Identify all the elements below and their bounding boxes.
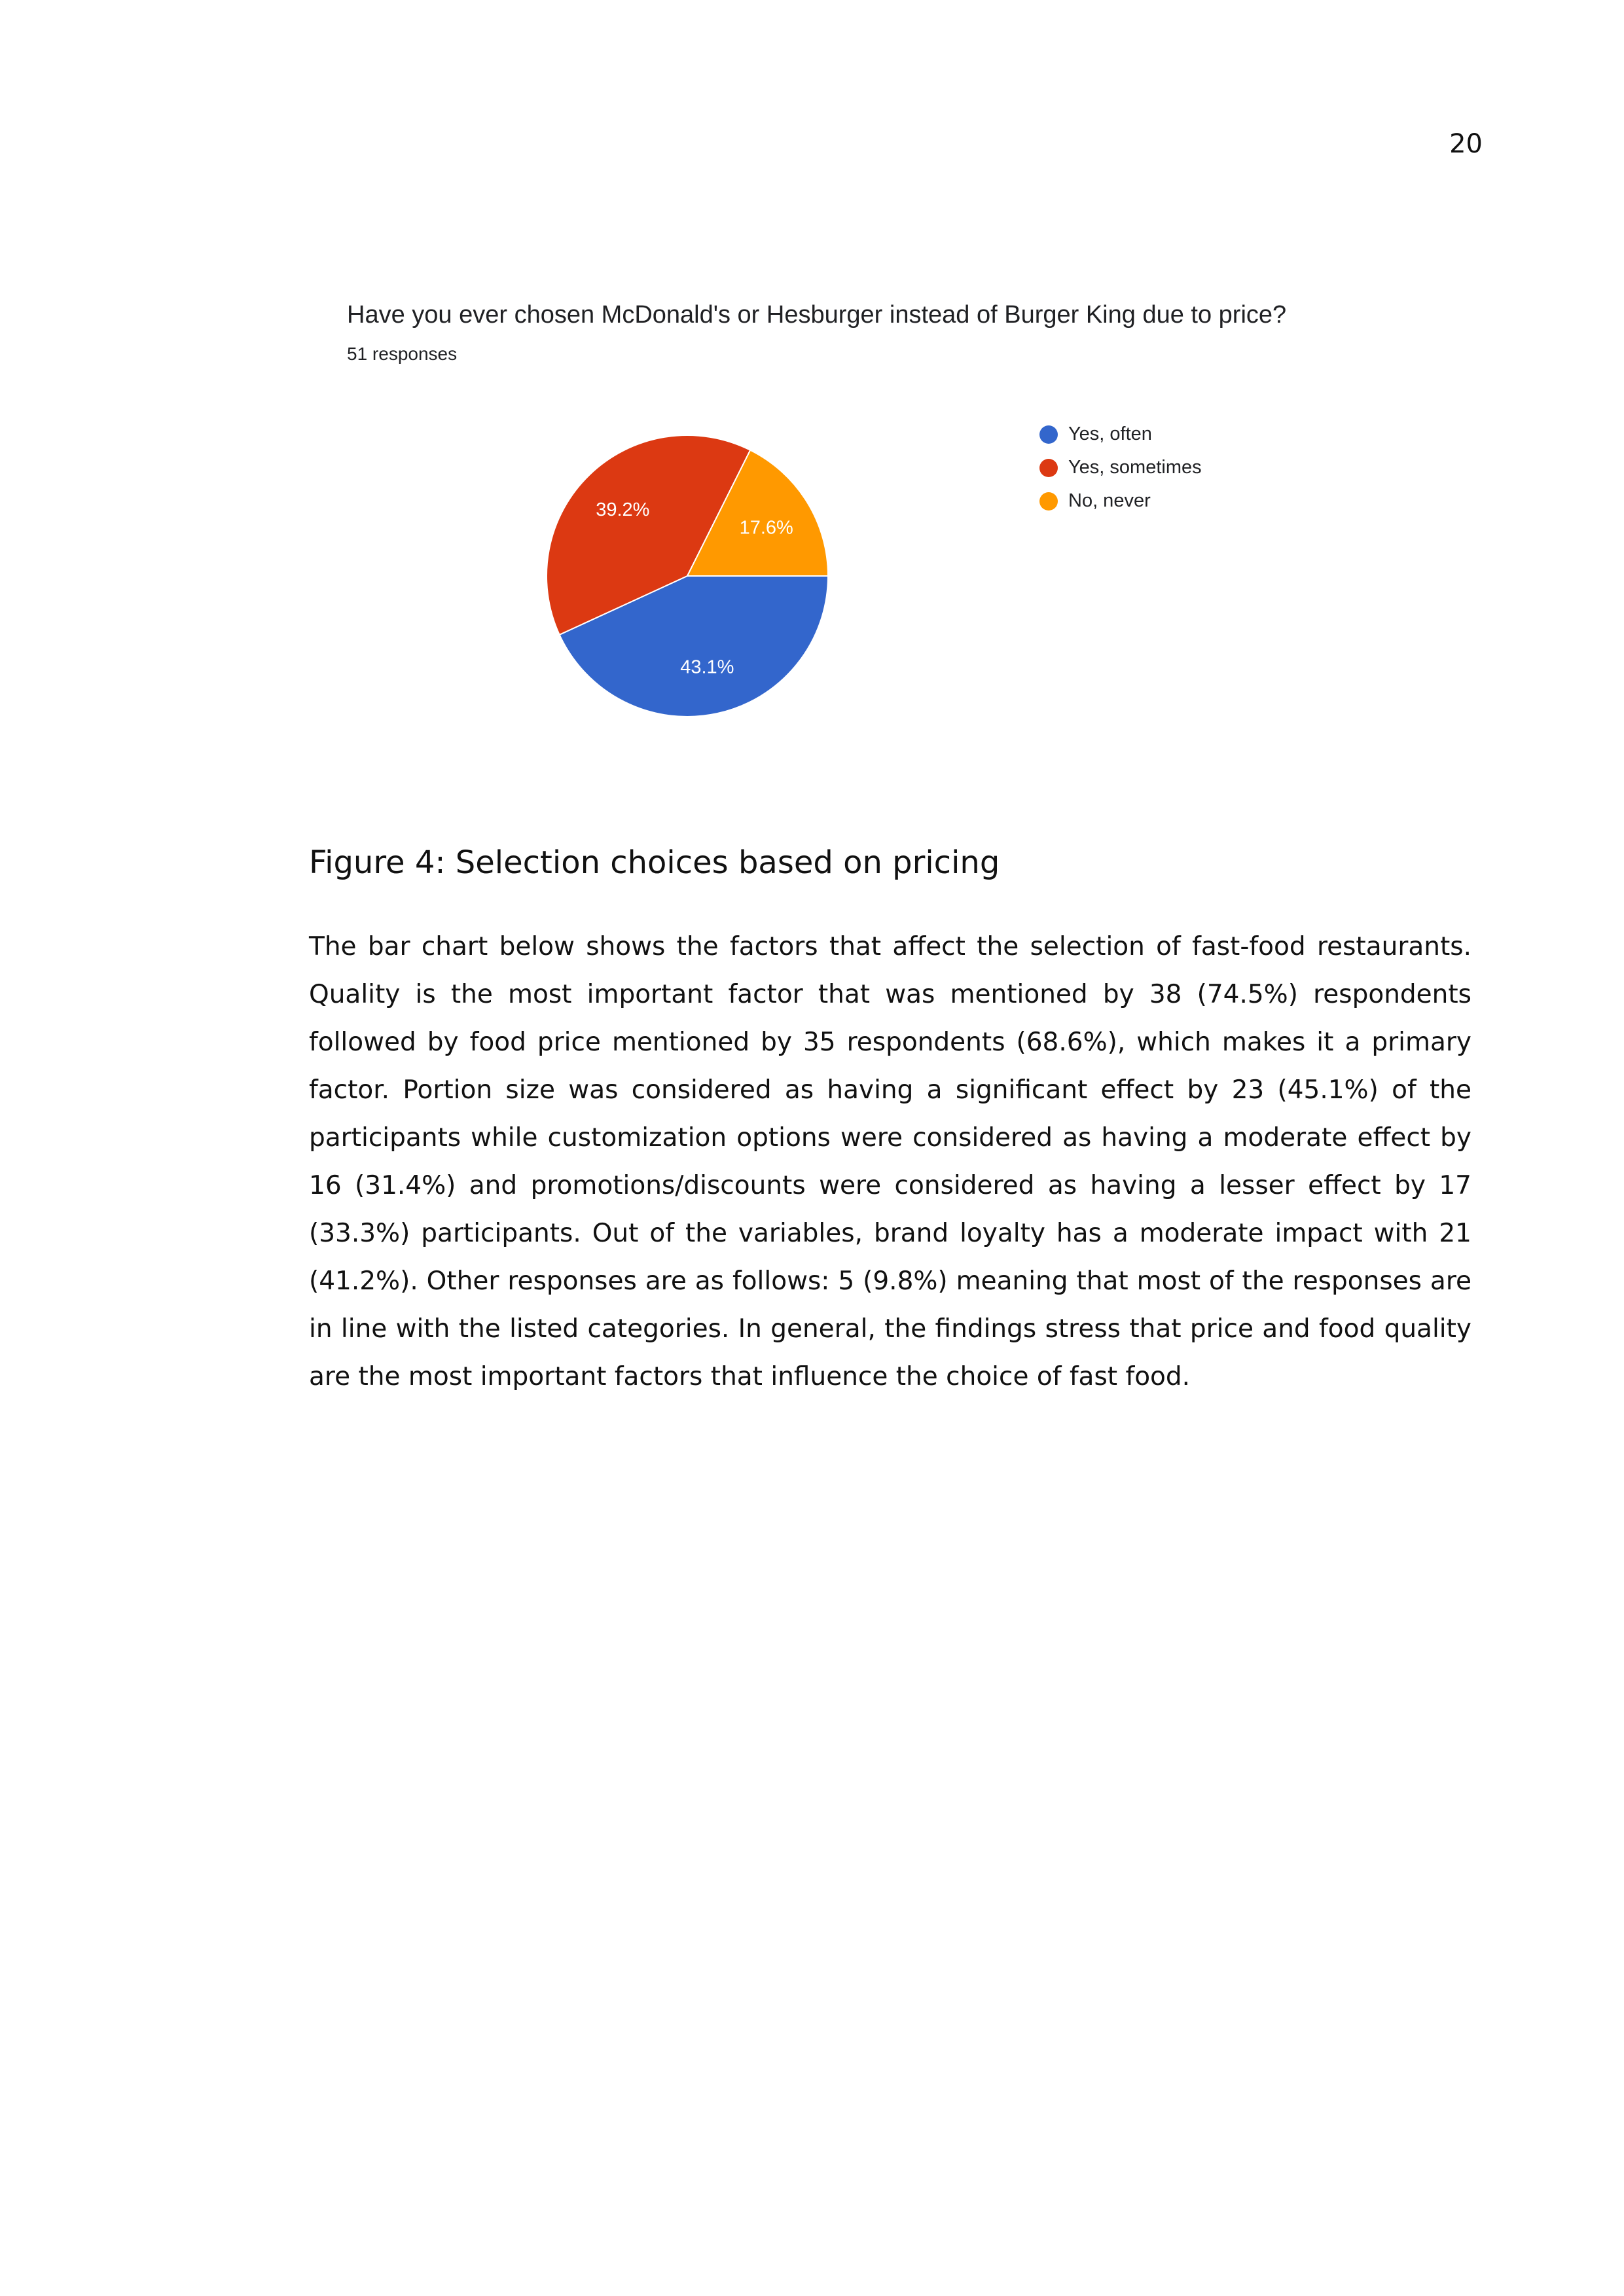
pie-label-yes-sometimes: 39.2% bbox=[596, 499, 650, 521]
legend-label: No, never bbox=[1068, 490, 1151, 511]
body-paragraph: The bar chart below shows the factors that affect the selection of fast-food restaurants. Quality is the most important factor that was mentioned by 38 (74.5%) respondents followed by food price mentioned by 35 respondents (68.6%), which makes it a primary factor. Portion size was considered as having a significant effect by 23 (45.1%) of the participants while customization options were considered as having a moderate effect by 16 (31.4%) and promotions/discounts were considered as having a lesser effect by 17 (33.3%) participants. Out of the variables, brand loyalty has a moderate impact with 21 (41.2%). Other responses are as follows: 5 (9.8%) meaning that most of the responses are in line with the listed categories. In general, the findings stress that price and food quality are the most important factors that influence the choice of fast food. bbox=[309, 932, 1471, 1391]
pie-label-no-never: 17.6% bbox=[739, 517, 793, 539]
legend-item-no-never bbox=[1039, 484, 1202, 518]
legend-swatch bbox=[1039, 425, 1058, 444]
chart-title: Have you ever chosen McDonald's or Hesburger instead of Burger King due to price? bbox=[347, 301, 1287, 329]
pie-label-yes-often: 43.1% bbox=[680, 656, 734, 678]
pie-chart-plot bbox=[0, 0, 1624, 785]
legend-swatch bbox=[1039, 492, 1058, 511]
legend-item-yes-sometimes bbox=[1039, 451, 1202, 484]
chart-legend bbox=[1039, 418, 1202, 518]
legend-swatch bbox=[1039, 459, 1058, 477]
chart-subtitle: 51 responses bbox=[347, 344, 458, 364]
legend-label: Yes, often bbox=[1068, 423, 1152, 444]
legend-item-yes-often bbox=[1039, 418, 1202, 451]
page-number: 20 bbox=[1449, 129, 1483, 159]
legend-label: Yes, sometimes bbox=[1068, 457, 1202, 478]
figure-caption: Figure 4: Selection choices based on pricing bbox=[309, 844, 1000, 881]
